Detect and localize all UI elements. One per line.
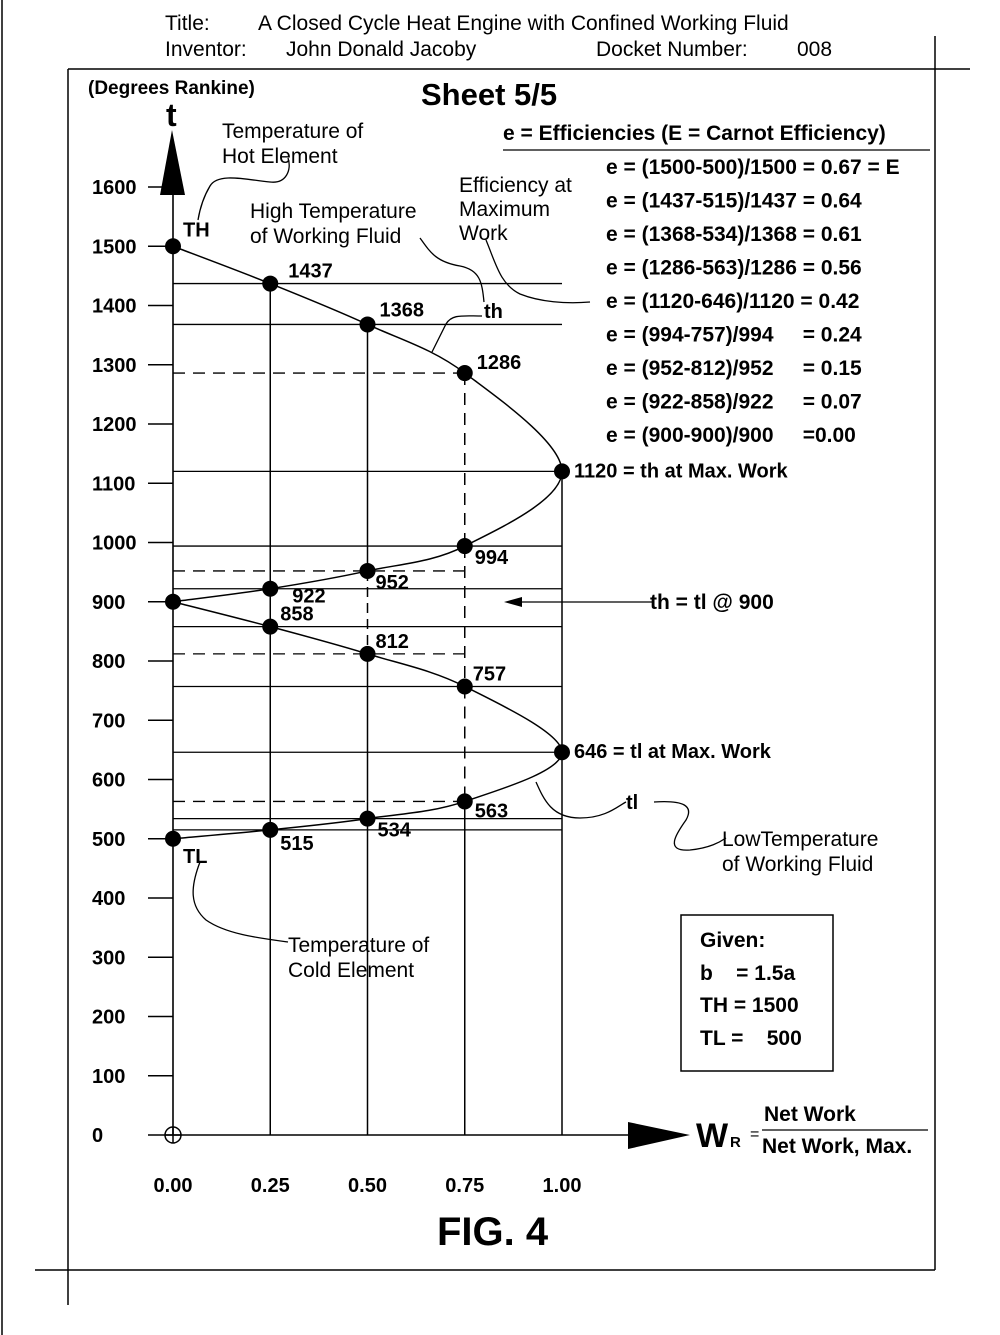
x-axis-label bbox=[696, 1103, 928, 1158]
efficiency-line: e = (1437-515)/1437 = 0.64 bbox=[606, 189, 862, 213]
th-tl-arrowhead bbox=[504, 597, 522, 607]
given-heading: Given: bbox=[700, 929, 766, 952]
hot-element-text-1: Temperature of bbox=[222, 120, 364, 143]
data-point bbox=[262, 619, 278, 635]
header bbox=[165, 12, 832, 61]
efficiency-heading: e = Efficiencies (E = Carnot Efficiency) bbox=[503, 122, 886, 145]
tl-leader bbox=[536, 782, 626, 818]
data-label: 922 bbox=[292, 585, 326, 608]
docket-label: Docket Number: bbox=[596, 38, 748, 61]
y-tick-label: 100 bbox=[92, 1065, 126, 1088]
data-label: 952 bbox=[375, 571, 409, 594]
x-axis-title: W bbox=[696, 1117, 729, 1155]
data-point bbox=[360, 811, 376, 827]
high-temp-text-2: of Working Fluid bbox=[250, 225, 402, 248]
th-equals-tl-label: th = tl @ 900 bbox=[650, 591, 774, 614]
sheet-number: Sheet 5/5 bbox=[421, 77, 558, 112]
x-axis-numerator: Net Work bbox=[764, 1103, 856, 1126]
low-temp-leader bbox=[654, 802, 726, 851]
x-tick-label: 0.75 bbox=[445, 1175, 485, 1197]
x-tick-label: 0.50 bbox=[348, 1175, 387, 1197]
y-tick-label: 1500 bbox=[92, 236, 137, 259]
efficiency-line: e = (952-812)/952 = 0.15 bbox=[606, 357, 862, 380]
efficiency-text-1: Efficiency at bbox=[459, 174, 572, 197]
y-tick-label: 400 bbox=[92, 888, 126, 910]
y-tick-label: 800 bbox=[92, 651, 126, 673]
data-label: 646 = tl at Max. Work bbox=[574, 741, 771, 764]
tl-curve-label: tl bbox=[626, 792, 639, 814]
data-label: 1368 bbox=[379, 299, 424, 322]
th-leader bbox=[432, 316, 482, 352]
efficiency-line: e = (1368-534)/1368 = 0.61 bbox=[606, 223, 862, 246]
y-tick-label: 900 bbox=[92, 591, 126, 614]
data-label: 563 bbox=[474, 800, 509, 823]
y-tick-label: 1000 bbox=[92, 532, 137, 555]
data-point bbox=[262, 822, 278, 838]
y-tick-label: 600 bbox=[92, 769, 126, 792]
docket-number: 008 bbox=[797, 38, 833, 61]
data-point bbox=[165, 594, 181, 610]
data-point bbox=[457, 365, 473, 381]
given-box bbox=[681, 915, 833, 1071]
data-point bbox=[360, 316, 376, 332]
x-axis-equals: = bbox=[750, 1126, 760, 1143]
efficiency-line: e = (1500-500)/1500 = 0.67 = E bbox=[606, 156, 900, 179]
efficiency-lines bbox=[606, 156, 900, 447]
efficiency-line: e = (900-900)/900 =0.00 bbox=[606, 424, 856, 447]
given-line-b: b = 1.5a bbox=[700, 962, 796, 985]
th-curve-label: th bbox=[484, 301, 503, 323]
given-line-th: TH = 1500 bbox=[700, 994, 799, 1017]
data-point bbox=[554, 744, 570, 760]
data-label: 1437 bbox=[288, 260, 333, 283]
x-axis-arrowhead bbox=[628, 1122, 690, 1149]
cold-element-text-1: Temperature of bbox=[288, 934, 430, 957]
data-label: 534 bbox=[377, 819, 411, 842]
low-temp-text-1: LowTemperature bbox=[722, 828, 879, 851]
reference-lines bbox=[173, 284, 562, 1135]
x-tick-label: 0.25 bbox=[250, 1175, 290, 1197]
efficiency-line: e = (922-858)/922 = 0.07 bbox=[606, 390, 862, 414]
data-label: 757 bbox=[472, 663, 507, 686]
x-tick-label: 1.00 bbox=[542, 1175, 582, 1197]
data-label: TL bbox=[183, 845, 208, 868]
annotations bbox=[222, 120, 878, 982]
efficiency-leader bbox=[486, 240, 590, 303]
efficiency-panel bbox=[503, 122, 930, 447]
data-point bbox=[554, 463, 570, 479]
data-label: 1120 = th at Max. Work bbox=[574, 460, 788, 483]
inventor-name: John Donald Jacoby bbox=[286, 38, 477, 61]
data-point bbox=[165, 238, 181, 254]
data-label: 858 bbox=[280, 603, 314, 626]
data-point bbox=[457, 793, 473, 809]
figure-label: FIG. 4 bbox=[437, 1210, 549, 1254]
data-label: TH bbox=[183, 219, 210, 242]
high-temp-text-1: High Temperature bbox=[250, 200, 417, 223]
efficiency-text-2: Maximum bbox=[459, 198, 551, 221]
x-axis-denominator: Net Work, Max. bbox=[762, 1135, 913, 1158]
data-point bbox=[457, 678, 473, 694]
given-line-tl: TL = 500 bbox=[700, 1027, 802, 1050]
data-label: 1286 bbox=[476, 352, 522, 375]
y-tick-label: 700 bbox=[92, 710, 126, 733]
data-point bbox=[360, 646, 376, 662]
cold-element-text-2: Cold Element bbox=[288, 959, 415, 982]
data-point bbox=[360, 563, 376, 579]
y-tick-label: 1300 bbox=[92, 354, 137, 377]
efficiency-line: e = (994-757)/994 = 0.24 bbox=[606, 323, 862, 347]
y-axis-title: t bbox=[166, 97, 177, 133]
y-tick-label: 1600 bbox=[92, 177, 137, 199]
axes bbox=[92, 157, 632, 1197]
cold-element-leader bbox=[193, 862, 288, 942]
y-tick-label: 300 bbox=[92, 947, 126, 970]
title-label: Title: bbox=[165, 12, 210, 35]
hot-element-text-2: Hot Element bbox=[222, 145, 338, 168]
high-temp-leader bbox=[420, 238, 484, 302]
data-point bbox=[165, 831, 181, 847]
data-point bbox=[262, 276, 278, 292]
y-tick-label: 1400 bbox=[92, 295, 137, 318]
x-tick-label: 0.00 bbox=[153, 1175, 193, 1197]
units-label: (Degrees Rankine) bbox=[88, 78, 255, 99]
efficiency-line: e = (1120-646)/1120 = 0.42 bbox=[606, 290, 860, 313]
y-tick-label: 1100 bbox=[92, 473, 136, 496]
x-axis-subscript: R bbox=[730, 1134, 741, 1151]
y-tick-label: 0 bbox=[92, 1125, 104, 1147]
data-label: 994 bbox=[474, 547, 509, 570]
efficiency-line: e = (1286-563)/1286 = 0.56 bbox=[606, 256, 862, 280]
data-point bbox=[457, 538, 473, 554]
inventor-label: Inventor: bbox=[165, 38, 247, 61]
y-tick-label: 200 bbox=[92, 1006, 126, 1029]
efficiency-text-3: Work bbox=[459, 222, 508, 245]
data-point bbox=[262, 581, 278, 597]
data-label: 515 bbox=[280, 832, 314, 855]
low-temp-text-2: of Working Fluid bbox=[722, 853, 874, 876]
data-label: 812 bbox=[375, 630, 409, 653]
y-tick-label: 1200 bbox=[92, 414, 137, 436]
y-tick-label: 500 bbox=[92, 828, 126, 851]
title-text: A Closed Cycle Heat Engine with Confined Working Fluid bbox=[258, 12, 789, 35]
